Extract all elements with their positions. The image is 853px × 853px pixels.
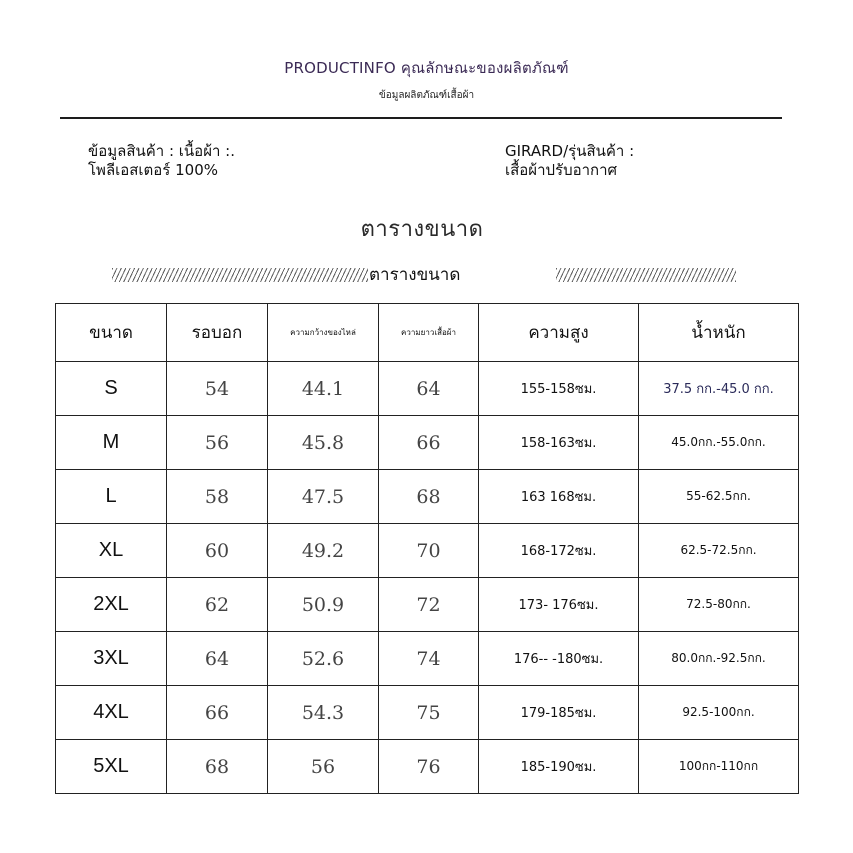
chest-cell: 54 (167, 362, 268, 416)
size-cell: S (56, 362, 167, 416)
shoulder-cell: 49.2 (268, 524, 379, 578)
table-header-row (56, 304, 799, 362)
height-cell: 163 168ซม. (479, 470, 639, 524)
hatch-decoration-left (112, 268, 368, 282)
column-header-chest: รอบอก (167, 304, 268, 362)
length-cell: 74 (379, 632, 479, 686)
length-cell: 76 (379, 740, 479, 794)
table-row (56, 740, 799, 794)
chest-cell: 66 (167, 686, 268, 740)
size-cell: M (56, 416, 167, 470)
page-subtitle: ข้อมูลผลิตภัณฑ์เสื้อผ้า (378, 90, 475, 101)
table-row (56, 524, 799, 578)
weight-cell: 55-62.5กก. (639, 470, 799, 524)
fabric-label: ข้อมูลสินค้า : เนื้อผ้า :. (88, 142, 235, 160)
size-cell: XL (56, 524, 167, 578)
chest-cell: 64 (167, 632, 268, 686)
chest-cell: 62 (167, 578, 268, 632)
size-table (55, 303, 799, 794)
weight-cell: 92.5-100กก. (639, 686, 799, 740)
height-cell: 173- 176ซม. (479, 578, 639, 632)
size-cell: 5XL (56, 740, 167, 794)
length-cell: 75 (379, 686, 479, 740)
shoulder-cell: 52.6 (268, 632, 379, 686)
model-label: GIRARD/รุ่นสินค้า : (505, 142, 635, 160)
hatch-decoration-right (556, 268, 736, 282)
height-cell: 179-185ซม. (479, 686, 639, 740)
chest-cell: 56 (167, 416, 268, 470)
size-cell: 3XL (56, 632, 167, 686)
length-cell: 68 (379, 470, 479, 524)
shoulder-cell: 47.5 (268, 470, 379, 524)
column-header-length: ความยาวเสื้อผ้า (379, 304, 479, 362)
weight-cell: 100กก-110กก (639, 740, 799, 794)
weight-cell: 72.5-80กก. (639, 578, 799, 632)
weight-cell: 62.5-72.5กก. (639, 524, 799, 578)
size-cell: L (56, 470, 167, 524)
chest-cell: 60 (167, 524, 268, 578)
product-info-left (88, 142, 235, 180)
length-cell: 70 (379, 524, 479, 578)
shoulder-cell: 54.3 (268, 686, 379, 740)
size-cell: 4XL (56, 686, 167, 740)
length-cell: 66 (379, 416, 479, 470)
shoulder-cell: 56 (268, 740, 379, 794)
fabric-value: โพลีเอสเตอร์ 100% (88, 161, 219, 179)
chest-cell: 68 (167, 740, 268, 794)
weight-cell: 45.0กก.-55.0กก. (639, 416, 799, 470)
table-row (56, 578, 799, 632)
size-chart-title: ตารางขนาด (360, 217, 484, 242)
height-cell: 158-163ซม. (479, 416, 639, 470)
height-cell: 168-172ซม. (479, 524, 639, 578)
height-cell: 185-190ซม. (479, 740, 639, 794)
height-cell: 176-- -180ซม. (479, 632, 639, 686)
shoulder-cell: 44.1 (268, 362, 379, 416)
page-title: PRODUCTINFO คุณลักษณะของผลิตภัณฑ์ (284, 59, 569, 77)
table-row (56, 632, 799, 686)
shoulder-cell: 45.8 (268, 416, 379, 470)
size-cell: 2XL (56, 578, 167, 632)
table-row (56, 416, 799, 470)
column-header-shoulder: ความกว้างของไหล่ (268, 304, 379, 362)
model-value: เสื้อผ้าปรับอากาศ (505, 161, 618, 179)
length-cell: 64 (379, 362, 479, 416)
table-row (56, 362, 799, 416)
product-info-right (505, 142, 634, 180)
chest-cell: 58 (167, 470, 268, 524)
shoulder-cell: 50.9 (268, 578, 379, 632)
column-header-weight: น้ำหนัก (639, 304, 799, 362)
column-header-size: ขนาด (56, 304, 167, 362)
table-row (56, 470, 799, 524)
height-cell: 155-158ซม. (479, 362, 639, 416)
table-row (56, 686, 799, 740)
weight-cell: 37.5 กก.-45.0 กก. (639, 362, 799, 416)
header-divider (60, 117, 782, 119)
weight-cell: 80.0กก.-92.5กก. (639, 632, 799, 686)
size-chart-subtitle: ตารางขนาด (369, 265, 461, 285)
length-cell: 72 (379, 578, 479, 632)
column-header-height: ความสูง (479, 304, 639, 362)
